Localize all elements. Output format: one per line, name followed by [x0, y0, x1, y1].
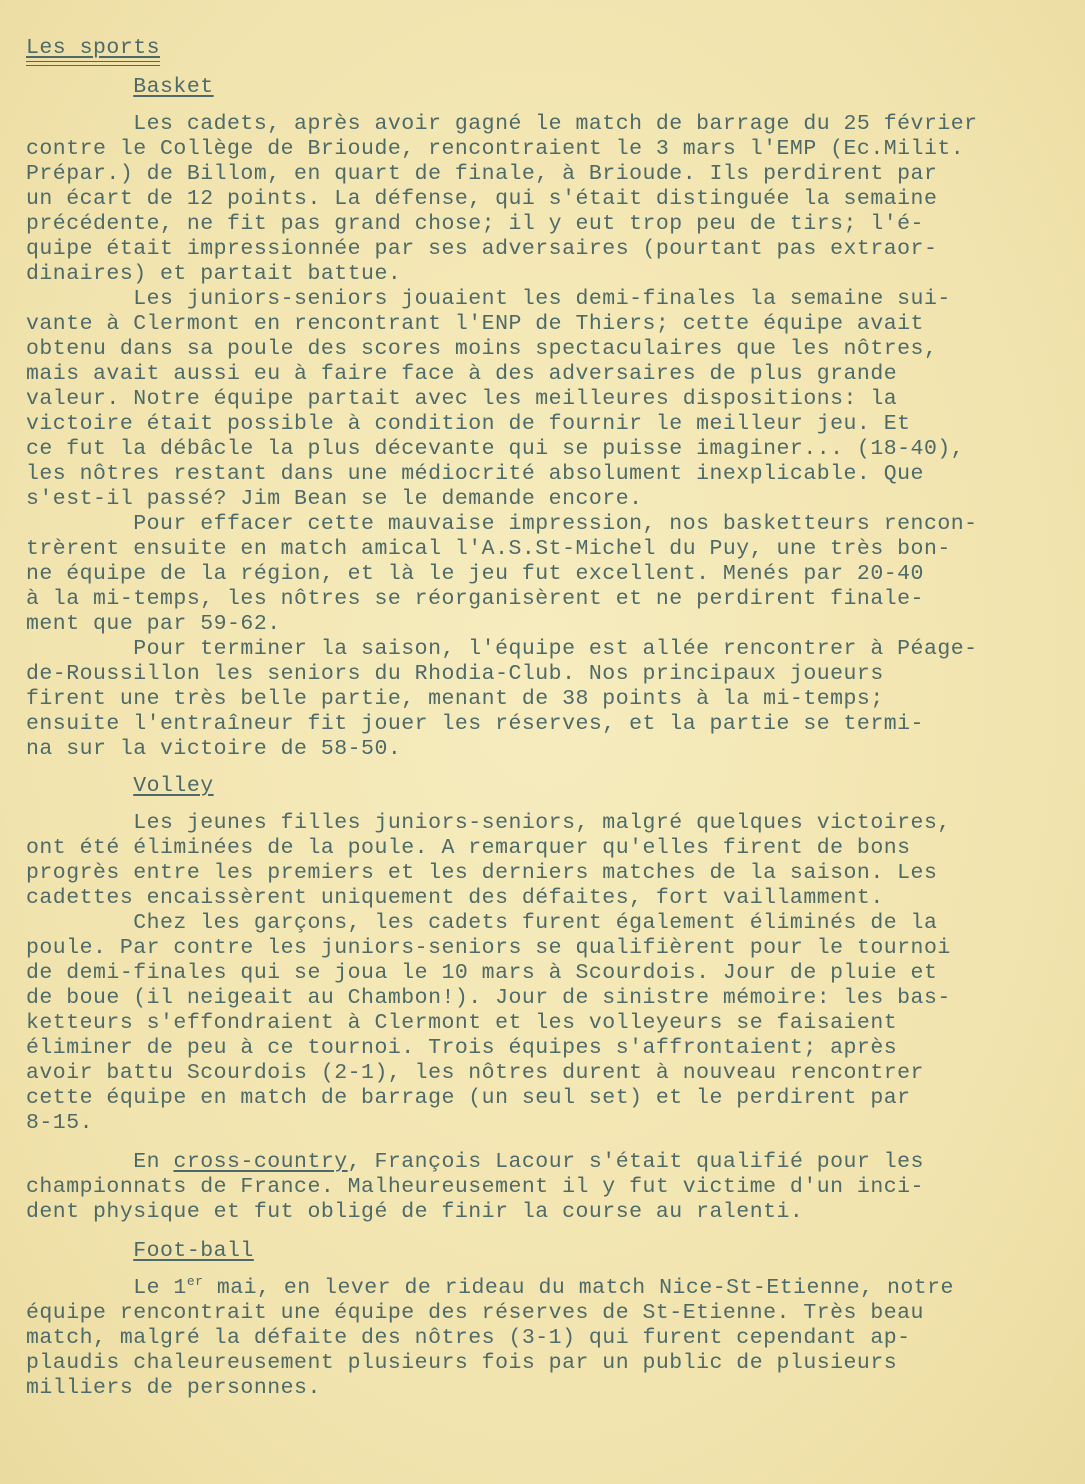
text-line: s'est-il passé? Jim Bean se le demande encore. — [26, 487, 643, 511]
football-first-line — [26, 1276, 1066, 1301]
text-line: ment que par 59-62. — [26, 612, 281, 636]
volley-heading: Volley — [133, 774, 214, 798]
volley-heading-line — [26, 774, 1066, 799]
basket-heading-line — [26, 75, 1066, 100]
text-line: Les cadets, après avoir gagné le match de barrage du 25 février — [26, 112, 978, 136]
football-line1-rest: mai, en lever de rideau du match Nice-St-Etienne, notre — [203, 1276, 954, 1300]
page-title-line — [26, 36, 1066, 61]
text-line: ont été éliminées de la poule. A remarquer qu'elles firent de bons — [26, 836, 911, 860]
text-line: de demi-finales qui se joua le 10 mars à Scourdois. Jour de pluie et — [26, 961, 938, 985]
football-heading-line — [26, 1239, 1066, 1264]
text-line: précédente, ne fit pas grand chose; il y eut trop peu de tirs; l'é- — [26, 212, 924, 236]
text-line: na sur la victoire de 58-50. — [26, 737, 402, 761]
text-line: valeur. Notre équipe partait avec les meilleures dispositions: la — [26, 387, 898, 411]
text-line: plaudis chaleureusement plusieurs fois par un public de plusieurs — [26, 1351, 898, 1375]
cross-paragraph — [26, 1175, 1066, 1225]
text-line: un écart de 12 points. La défense, qui s'était distinguée la semaine — [26, 187, 938, 211]
text-line: vante à Clermont en rencontrant l'ENP de Thiers; cette équipe avait — [26, 312, 924, 336]
text-line: poule. Par contre les juniors-seniors se qualifièrent pour le tournoi — [26, 936, 951, 960]
text-line: championnats de France. Malheureusement il y fut victime d'un inci- — [26, 1175, 924, 1199]
text-line: équipe rencontrait une équipe des réserves de St-Etienne. Très beau — [26, 1301, 924, 1325]
basket-paragraphs — [26, 112, 1066, 762]
cross-country-keyword: cross-country — [173, 1150, 348, 1174]
text-line: obtenu dans sa poule des scores moins spectaculaires que les nôtres, — [26, 337, 938, 361]
football-heading: Foot-ball — [133, 1239, 254, 1263]
ordinal-superscript: er — [186, 1274, 204, 1289]
text-line: avoir battu Scourdois (2-1), les nôtres durent à nouveau rencontrer — [26, 1061, 924, 1085]
text-line: les nôtres restant dans une médiocrité absolument inexplicable. Que — [26, 462, 924, 486]
cross-line1-rest: , François Lacour s'était qualifié pour les — [347, 1150, 924, 1174]
text-line: de boue (il neigeait au Chambon!). Jour de sinistre mémoire: les bas- — [26, 986, 951, 1010]
text-line: éliminer de peu à ce tournoi. Trois équipes s'affrontaient; après — [26, 1036, 898, 1060]
text-line: Chez les garçons, les cadets furent également éliminés de la — [26, 911, 938, 935]
cross-first-line — [26, 1150, 1066, 1175]
football-paragraph — [26, 1301, 1066, 1401]
text-line: Les juniors-seniors jouaient les demi-finales la semaine sui- — [26, 287, 951, 311]
text-line: firent une très belle partie, menant de 38 points à la mi-temps; — [26, 687, 884, 711]
text-line: de-Roussillon les seniors du Rhodia-Club. Nos principaux joueurs — [26, 662, 884, 686]
text-line: progrès entre les premiers et les derniers matches de la saison. Les — [26, 861, 938, 885]
text-line: ce fut la débâcle la plus décevante qui se puisse imaginer... (18-40), — [26, 437, 965, 461]
text-line: à la mi-temps, les nôtres se réorganisèrent et ne perdirent finale- — [26, 587, 924, 611]
text-line: dinaires) et partait battue. — [26, 262, 402, 286]
text-line: Les jeunes filles juniors-seniors, malgré quelques victoires, — [26, 811, 951, 835]
text-line: 8-15. — [26, 1111, 94, 1135]
text-line: cadettes encaissèrent uniquement des défaites, fort vaillamment. — [26, 886, 884, 910]
text-line: Pour terminer la saison, l'équipe est allée rencontrer à Péage- — [26, 637, 978, 661]
text-line: cette équipe en match de barrage (un seul set) et le perdirent par — [26, 1086, 911, 1110]
text-line: dent physique et fut obligé de finir la course au ralenti. — [26, 1200, 804, 1224]
page-title: Les sports — [26, 36, 161, 60]
text-line: Prépar.) de Billom, en quart de finale, à Brioude. Ils perdirent par — [26, 162, 938, 186]
text-line: ketteurs s'effondraient à Clermont et les volleyeurs se faisaient — [26, 1011, 898, 1035]
text-line: quipe était impressionnée par ses adversaires (pourtant pas extraor- — [26, 237, 938, 261]
text-line: milliers de personnes. — [26, 1376, 321, 1400]
text-line: Pour effacer cette mauvaise impression, nos basketteurs rencon- — [26, 512, 978, 536]
text-line: ensuite l'entraîneur fit jouer les réserves, et la partie se termi- — [26, 712, 924, 736]
text-line: match, malgré la défaite des nôtres (3-1) qui furent cependant ap- — [26, 1326, 911, 1350]
volley-paragraphs — [26, 811, 1066, 1136]
text-line: trèrent ensuite en match amical l'A.S.St-Michel du Puy, une très bon- — [26, 537, 951, 561]
text-line: victoire était possible à condition de fournir le meilleur jeu. Et — [26, 412, 911, 436]
cross-intro: En — [26, 1150, 174, 1174]
typed-text-block — [26, 36, 1066, 1401]
text-line: contre le Collège de Brioude, rencontraient le 3 mars l'EMP (Ec.Milit. — [26, 137, 965, 161]
text-line: mais avait aussi eu à faire face à des adversaires de plus grande — [26, 362, 898, 386]
football-line1-start: Le 1 — [26, 1276, 187, 1300]
basket-heading: Basket — [133, 75, 214, 99]
text-line: ne équipe de la région, et là le jeu fut excellent. Menés par 20-40 — [26, 562, 924, 586]
